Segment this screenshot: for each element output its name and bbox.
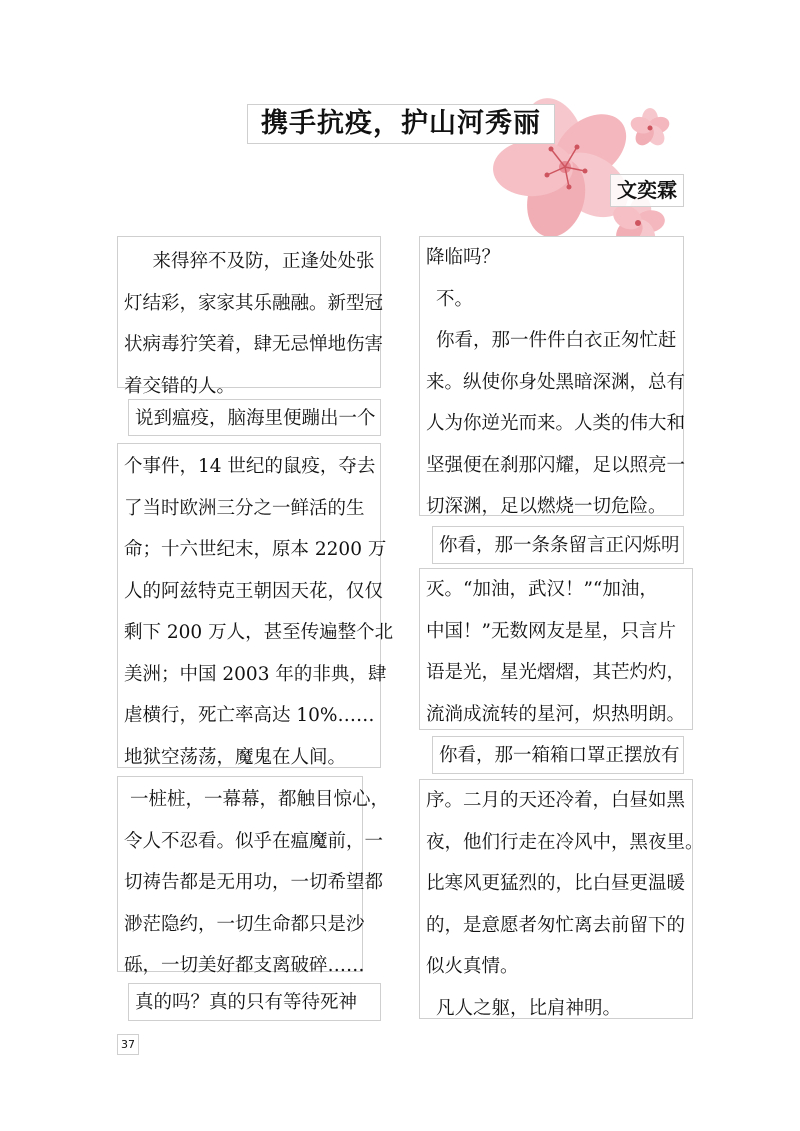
- text-line: 地狱空荡荡，魔鬼在人间。: [124, 746, 347, 768]
- text-line: 一桩桩，一幕幕，都触目惊心，: [130, 789, 390, 810]
- text-line: 人的阿兹特克王朝因天花，仅仅: [124, 580, 384, 602]
- text-line: 你看，那一箱箱口罩正摆放有: [439, 745, 680, 766]
- text-line: 降临吗？: [426, 247, 501, 268]
- text-line: 砾，一切美好都支离破碎……: [124, 955, 365, 976]
- text-line: 切祷告都是无用功，一切希望都: [124, 872, 384, 893]
- left-text-block-1: [117, 236, 384, 397]
- author-name: 文奕霖: [610, 174, 684, 207]
- text-line: 凡人之躯，比肩神明。: [436, 997, 622, 1019]
- text-line: 坚强便在刹那闪耀，足以照亮一: [426, 454, 686, 476]
- right-text-block-4: [432, 736, 684, 774]
- text-line: 命；十六世纪末，原本 2200 万: [124, 539, 387, 560]
- text-line: 你看，那一件件白衣正匆忙赶: [436, 330, 677, 351]
- right-text-block-1: [419, 236, 684, 516]
- text-line: 人为你逆光而来。人类的伟大和: [426, 413, 686, 434]
- left-text-block-3: [117, 443, 394, 768]
- left-text-block-4: [117, 776, 390, 976]
- text-line: 的，是意愿者匆忙离去前留下的: [426, 914, 686, 936]
- text-line: 流淌成流转的星河，炽热明朗。: [426, 703, 686, 725]
- text-line: 中国！”无数网友是星，只言片: [426, 620, 676, 642]
- text-line: 比寒风更猛烈的，比白昼更温暖: [426, 873, 686, 894]
- text-line: 灭。“加油，武汉！”“加油，: [426, 579, 658, 600]
- text-line: 虐横行，死亡率高达 10%……: [124, 705, 375, 726]
- text-line: 序。二月的天还冷着，白昼如黑: [426, 790, 686, 811]
- text-line: 切深渊，足以燃烧一切危险。: [426, 496, 667, 517]
- text-line: 灯结彩，家家其乐融融。新型冠: [124, 292, 384, 314]
- text-line: 语是光，星光熠熠，其芒灼灼，: [426, 662, 686, 683]
- text-line: 渺茫隐约，一切生命都只是沙: [124, 913, 365, 935]
- article-title: 携手抗疫，护山河秀丽: [247, 104, 555, 144]
- text-line: 剩下 200 万人，甚至传遍整个北: [124, 622, 394, 643]
- text-line: 着交错的人。: [124, 375, 236, 397]
- text-line: 真的吗？真的只有等待死神: [135, 992, 358, 1013]
- text-line: 夜，他们行走在冷风中，黑夜里。: [426, 831, 704, 853]
- text-line: 你看，那一条条留言正闪烁明: [439, 535, 680, 556]
- text-line: 似火真情。: [426, 956, 519, 977]
- text-line: 来。纵使你身处黑暗深渊，总有: [426, 371, 686, 393]
- text-line: 说到瘟疫，脑海里便蹦出一个: [135, 408, 376, 429]
- text-line: 令人不忍看。似乎在瘟魔前，一: [124, 830, 384, 852]
- text-line: 不。: [436, 288, 474, 310]
- left-text-block-2: [128, 399, 381, 436]
- text-line: 美洲；中国 2003 年的非典，肆: [124, 663, 387, 685]
- right-text-block-3: [419, 568, 693, 730]
- right-text-block-2: [432, 526, 684, 564]
- text-line: 个事件，14 世纪的鼠疫，夺去: [124, 456, 376, 477]
- text-line: 来得猝不及防，正逢处处张: [134, 251, 375, 272]
- text-line: 状病毒狞笑着，肆无忌惮地伤害: [124, 334, 384, 355]
- right-text-block-5: [419, 779, 704, 1019]
- text-line: 了当时欧洲三分之一鲜活的生: [124, 497, 365, 519]
- left-text-block-5: [128, 983, 381, 1021]
- page-number: 37: [117, 1034, 139, 1055]
